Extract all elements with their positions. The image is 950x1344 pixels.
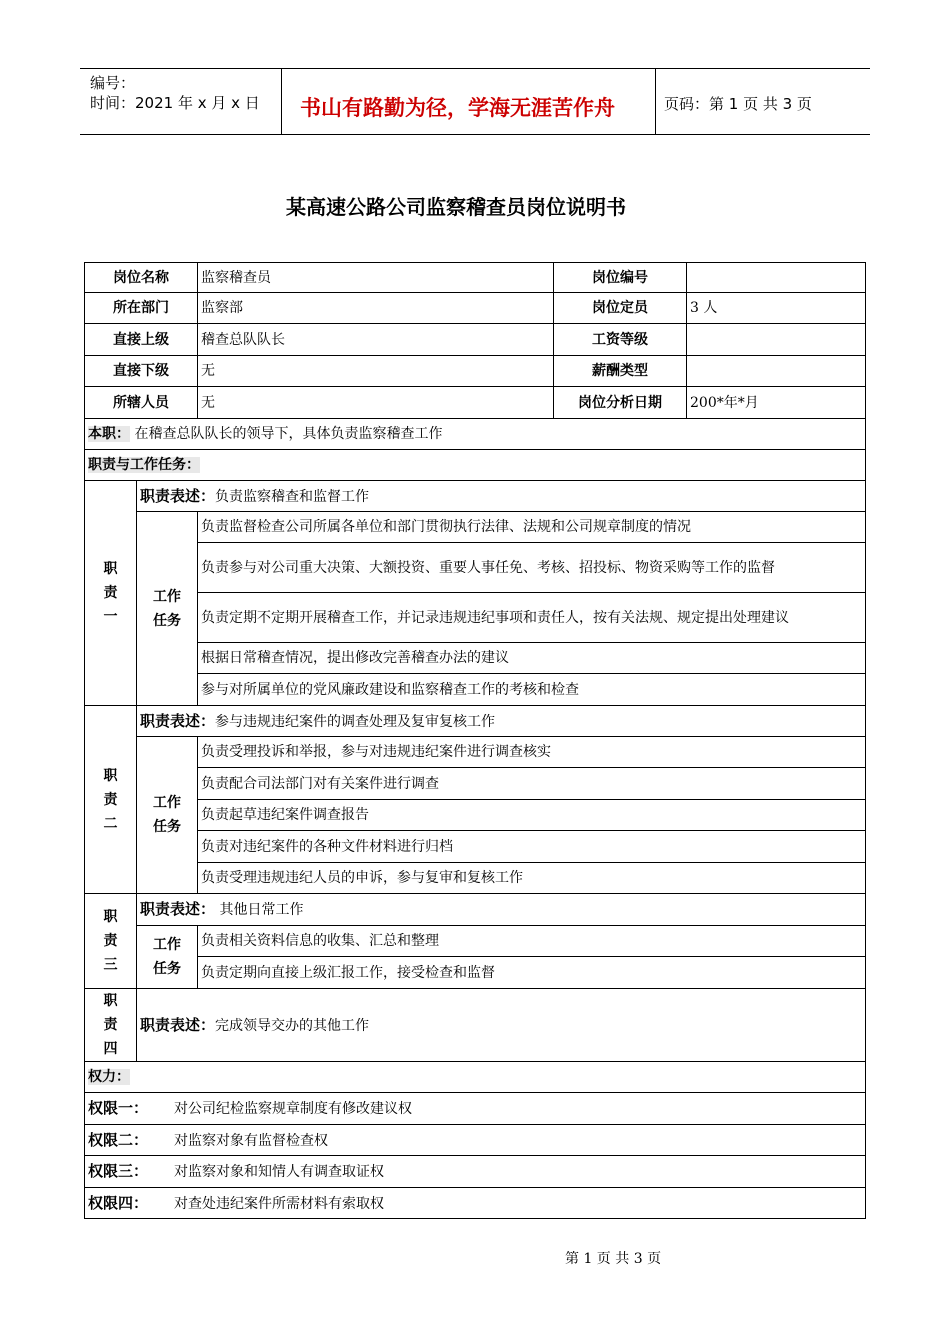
duty-1-task: 负责参与对公司重大决策、大额投资、重要人事任免、考核、招投标、物资采购等工作的监督: [198, 543, 866, 593]
duty-3-statement-cell: [137, 894, 866, 926]
authority-text: 对监察对象和知情人有调查取证权: [174, 1164, 384, 1180]
analysis-date-value: 200*年*月: [687, 387, 866, 419]
duties-header: 职责与工作任务：: [88, 457, 200, 473]
duty-1-task-row: [85, 512, 866, 543]
row-staff: [85, 387, 866, 419]
duty-2-statement-cell: [137, 706, 866, 737]
summary-cell: [85, 419, 866, 450]
duty-1-task-label: 工作 任务: [137, 512, 198, 706]
duty-3-statement-row: [85, 894, 866, 926]
pay-type-label: 薪酬类型: [554, 356, 687, 387]
duty-4-name: 职 责 四: [85, 989, 137, 1062]
row-duties-header: [85, 450, 866, 481]
header-slogan: 书山有路勤为径，学海无涯苦作舟: [300, 96, 615, 120]
header-divider-left: [281, 68, 282, 135]
duties-header-cell: [85, 450, 866, 481]
authority-label: 权限三：: [88, 1162, 149, 1180]
header-divider-right: [655, 68, 656, 135]
duty-3-statement: 其他日常工作: [215, 902, 304, 918]
duty-1-task: 负责监督检查公司所属各单位和部门贯彻执行法律、法规和公司规章制度的情况: [198, 512, 866, 543]
headcount-value: 3 人: [687, 293, 866, 324]
authority-row: [85, 1125, 866, 1156]
duty-2-name: 职 责 二: [85, 706, 137, 894]
authority-cell: [85, 1125, 866, 1156]
duty-2-task: 负责配合司法部门对有关案件进行调查: [198, 768, 866, 800]
authority-cell: [85, 1093, 866, 1125]
duty-2-statement: 参与违规违纪案件的调查处理及复审复核工作: [215, 713, 496, 730]
duty-2-task-row: [85, 831, 866, 863]
duty-3-task-row: [85, 957, 866, 989]
authority-header: 权力：: [88, 1069, 130, 1085]
pay-type-value: [687, 356, 866, 387]
position-name-label: 岗位名称: [85, 263, 198, 293]
grade-value: [687, 324, 866, 356]
duty-2-task: 负责起草违纪案件调查报告: [198, 800, 866, 831]
authority-text: 对公司纪检监察规章制度有修改建议权: [174, 1101, 412, 1117]
job-description-table: [84, 262, 866, 1219]
duty-1-task-row: [85, 643, 866, 674]
duty-1-statement-cell: [137, 481, 866, 512]
staff-label: 所辖人员: [85, 387, 198, 419]
position-code-label: 岗位编号: [554, 263, 687, 293]
summary-text: 在稽查总队队长的领导下，具体负责监察稽查工作: [134, 426, 443, 442]
duty-2-task-row: [85, 800, 866, 831]
duty-1-task: 根据日常稽查情况，提出修改完善稽查办法的建议: [198, 643, 866, 674]
grade-label: 工资等级: [554, 324, 687, 356]
date-label: 时间：2021 年 x 月 x 日: [90, 94, 260, 112]
header-bottom-rule: [80, 134, 870, 135]
row-authority-header: [85, 1062, 866, 1093]
page-title: 某高速公路公司监察稽查员岗位说明书: [286, 195, 626, 219]
duty-4-statement-label: 职责表述：: [140, 1015, 216, 1034]
page-footer: 第 1 页 共 3 页: [565, 1251, 662, 1267]
authority-text: 对监察对象有监督检查权: [174, 1132, 328, 1149]
duty-2-task-row: [85, 768, 866, 800]
duty-1-task-row: [85, 543, 866, 593]
duty-3-name: 职 责 三: [85, 894, 137, 989]
duty-2-statement-label: 职责表述：: [140, 711, 216, 730]
duty-2-task: 负责受理投诉和举报，参与对违规违纪案件进行调查核实: [198, 737, 866, 768]
duty-3-statement-label: 职责表述：: [140, 900, 216, 918]
row-summary: [85, 419, 866, 450]
superior-value: 稽查总队队长: [198, 324, 554, 356]
authority-label: 权限四：: [88, 1193, 149, 1212]
authority-text: 对查处违纪案件所需材料有索取权: [174, 1195, 384, 1212]
header-top-rule: [80, 68, 870, 69]
subordinate-label: 直接下级: [85, 356, 198, 387]
authority-label: 权限二：: [88, 1130, 149, 1149]
subordinate-value: 无: [198, 356, 554, 387]
superior-label: 直接上级: [85, 324, 198, 356]
duty-2-task-row: [85, 863, 866, 894]
position-name-value: 监察稽查员: [198, 263, 554, 293]
duty-3-task-label: 工作 任务: [137, 926, 198, 989]
row-position-name: [85, 263, 866, 293]
duty-4-row: [85, 989, 866, 1062]
duty-1-statement-label: 职责表述：: [140, 486, 216, 505]
duty-1-task: 负责定期不定期开展稽查工作，并记录违规违纪事项和责任人，按有关法规、规定提出处理建议: [198, 593, 866, 643]
staff-value: 无: [198, 387, 554, 419]
duty-1-statement: 负责监察稽查和监督工作: [215, 488, 370, 505]
authority-cell: [85, 1188, 866, 1219]
row-subordinate: [85, 356, 866, 387]
duty-2-task-label: 工作 任务: [137, 737, 198, 894]
duty-1-statement-row: [85, 481, 866, 512]
page-info: 页码：第 1 页 共 3 页: [664, 95, 812, 113]
duty-1-task-row: [85, 674, 866, 706]
row-superior: [85, 324, 866, 356]
summary-label: 本职：: [88, 426, 130, 442]
row-department: [85, 293, 866, 324]
authority-cell: [85, 1156, 866, 1188]
authority-row: [85, 1188, 866, 1219]
duty-1-task-row: [85, 593, 866, 643]
authority-row: [85, 1156, 866, 1188]
duty-3-task: 负责定期向直接上级汇报工作，接受检查和监督: [198, 957, 866, 989]
duty-2-task: 负责对违纪案件的各种文件材料进行归档: [198, 831, 866, 863]
analysis-date-label: 岗位分析日期: [554, 387, 687, 419]
headcount-label: 岗位定员: [554, 293, 687, 324]
authority-header-cell: [85, 1062, 866, 1093]
position-code-value: [687, 263, 866, 293]
duty-2-task-row: [85, 737, 866, 768]
duty-4-statement: 完成领导交办的其他工作: [215, 1017, 370, 1034]
duty-2-task: 负责受理违规违纪人员的申诉，参与复审和复核工作: [198, 863, 866, 894]
duty-4-statement-cell: [137, 989, 866, 1062]
authority-label: 权限一：: [88, 1099, 149, 1117]
duty-3-task: 负责相关资料信息的收集、汇总和整理: [198, 926, 866, 957]
department-value: 监察部: [198, 293, 554, 324]
department-label: 所在部门: [85, 293, 198, 324]
serial-label: 编号：: [90, 74, 136, 92]
duty-2-statement-row: [85, 706, 866, 737]
duty-1-task: 参与对所属单位的党风廉政建设和监察稽查工作的考核和检查: [198, 674, 866, 706]
duty-1-name: 职 责 一: [85, 481, 137, 706]
authority-row: [85, 1093, 866, 1125]
duty-3-task-row: [85, 926, 866, 957]
